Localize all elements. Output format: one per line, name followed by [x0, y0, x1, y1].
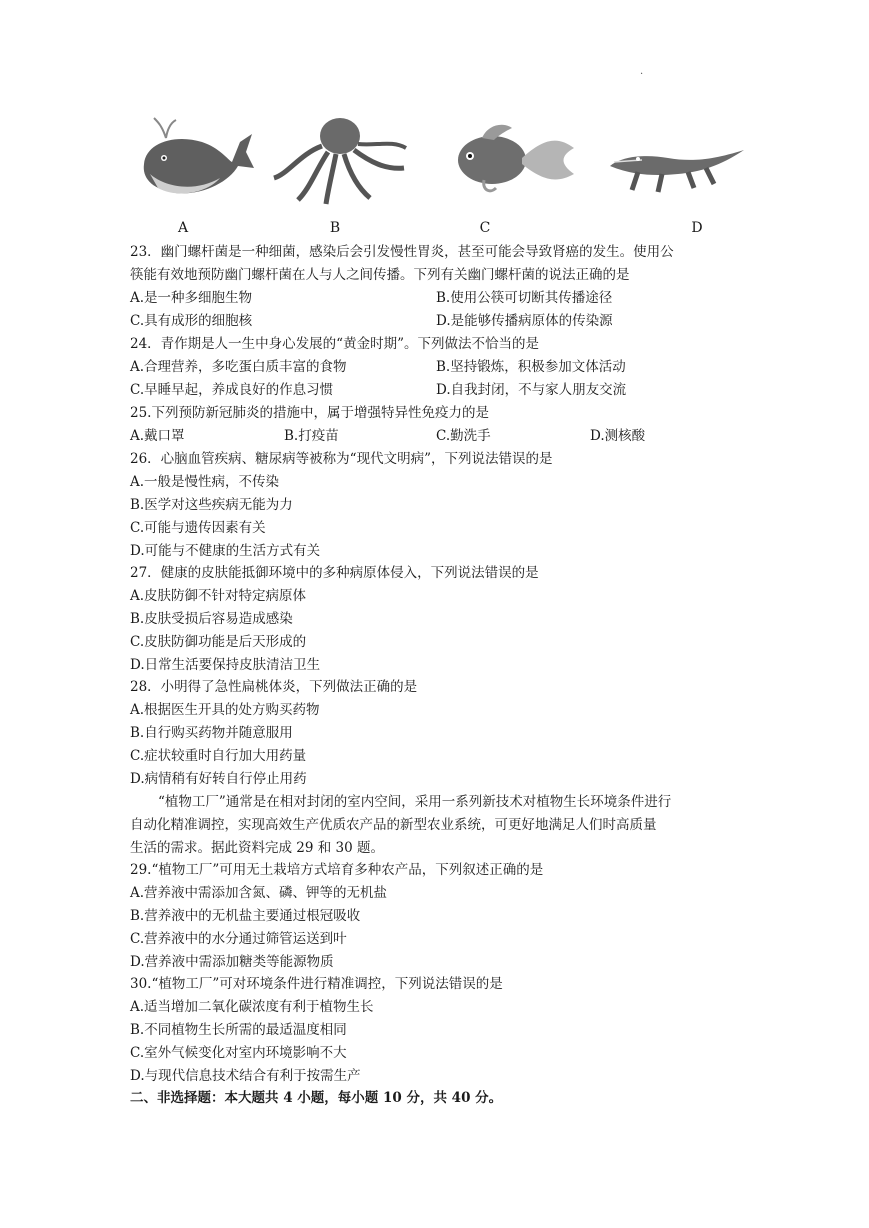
figure-label-a: A — [177, 220, 189, 236]
animal-figure — [128, 108, 748, 238]
q27-option-a: A.皮肤防御不针对特定病原体 — [130, 588, 307, 604]
figure-label-c: C — [479, 220, 491, 236]
q29-option-b: B.营养液中的无机盐主要通过根冠吸收 — [130, 908, 361, 924]
q29-stem: 29.“植物工厂”可用无土栽培方式培育多种农产品，下列叙述正确的是 — [130, 862, 544, 878]
q24-option-c: C.早睡早起，养成良好的作息习惯 — [130, 382, 334, 398]
q24-option-b: B.坚持锻炼，积极参加文体活动 — [436, 359, 626, 375]
q23-stem-line-1: 23．幽门螺杆菌是一种细菌，感染后会引发慢性胃炎，甚至可能会导致肾癌的发生。使用公 — [130, 244, 674, 260]
goldfish-icon — [448, 118, 578, 200]
figure-label-b: B — [329, 220, 341, 236]
q23-options-row-1 — [130, 289, 750, 307]
q25-option-d: D.测核酸 — [590, 428, 646, 444]
q23-stem-line-2: 筷能有效地预防幽门螺杆菌在人与人之间传播。下列有关幽门螺杆菌的说法正确的是 — [130, 267, 630, 283]
header-dot: . — [640, 66, 644, 77]
q28-stem: 28．小明得了急性扁桃体炎，下列做法正确的是 — [130, 679, 418, 695]
passage-line-1: “植物工厂”通常是在相对封闭的室内空间，采用一系列新技术对植物生长环境条件进行 — [158, 794, 672, 810]
q26-option-c: C.可能与遗传因素有关 — [130, 520, 266, 536]
q24-stem: 24．青作期是人一生中身心发展的“黄金时期”。下列做法不恰当的是 — [130, 336, 539, 352]
q30-stem: 30.“植物工厂”可对环境条件进行精准调控，下列说法错误的是 — [130, 976, 503, 992]
q25-option-a: A.戴口罩 — [130, 428, 185, 444]
crocodile-icon — [608, 132, 746, 196]
q29-option-a: A.营养液中需添加含氮、磷、钾等的无机盐 — [130, 885, 388, 901]
q27-option-c: C.皮肤防御功能是后天形成的 — [130, 634, 307, 650]
q23-option-a: A.是一种多细胞生物 — [130, 290, 253, 306]
q26-option-a: A.一般是慢性病，不传染 — [130, 474, 280, 490]
q27-stem: 27．健康的皮肤能抵御环境中的多种病原体侵入，下列说法错误的是 — [130, 565, 539, 581]
q29-option-c: C.营养液中的水分通过筛管运送到叶 — [130, 931, 347, 947]
q28-option-c: C.症状较重时自行加大用药量 — [130, 748, 307, 764]
q30-option-c: C.室外气候变化对室内环境影响不大 — [130, 1045, 347, 1061]
q23-option-b: B.使用公筷可切断其传播途径 — [436, 290, 613, 306]
q25-options-row — [130, 427, 750, 445]
passage-line-3: 生活的需求。据此资料完成 29 和 30 题。 — [130, 840, 385, 856]
q23-option-d: D.是能够传播病原体的传染源 — [436, 313, 613, 329]
q26-stem: 26．心脑血管疾病、糖尿病等被称为“现代文明病”，下列说法错误的是 — [130, 451, 553, 467]
figure-label-d: D — [691, 220, 703, 236]
q27-option-b: B.皮肤受损后容易造成感染 — [130, 611, 293, 627]
q24-option-d: D.自我封闭，不与家人朋友交流 — [436, 382, 627, 398]
q28-option-d: D.病情稍有好转自行停止用药 — [130, 771, 307, 787]
q25-stem: 25.下列预防新冠肺炎的措施中，属于增强特异性免疫力的是 — [130, 405, 489, 421]
section-2-heading: 二、非选择题：本大题共 4 小题，每小题 10 分，共 40 分。 — [130, 1090, 503, 1106]
q28-option-b: B.自行购买药物并随意服用 — [130, 725, 293, 741]
octopus-icon — [270, 114, 410, 206]
q26-option-b: B.医学对这些疾病无能为力 — [130, 497, 293, 513]
q25-option-c: C.勤洗手 — [436, 428, 491, 444]
q30-option-a: A.适当增加二氧化碳浓度有利于植物生长 — [130, 999, 374, 1015]
whale-icon — [136, 112, 256, 204]
q28-option-a: A.根据医生开具的处方购买药物 — [130, 702, 320, 718]
q26-option-d: D.可能与不健康的生活方式有关 — [130, 543, 321, 559]
q24-option-a: A.合理营养，多吃蛋白质丰富的食物 — [130, 359, 347, 375]
q24-options-row-1 — [130, 358, 750, 376]
passage-line-2: 自动化精准调控，实现高效生产优质农产品的新型农业系统，可更好地满足人们时高质量 — [130, 817, 657, 833]
q29-option-d: D.营养液中需添加糖类等能源物质 — [130, 954, 334, 970]
q30-option-b: B.不同植物生长所需的最适温度相同 — [130, 1022, 347, 1038]
q25-option-b: B.打疫苗 — [284, 428, 339, 444]
q30-option-d: D.与现代信息技术结合有利于按需生产 — [130, 1068, 361, 1084]
q27-option-d: D.日常生活要保持皮肤清洁卫生 — [130, 657, 321, 673]
q23-option-c: C.具有成形的细胞核 — [130, 313, 253, 329]
q23-options-row-2 — [130, 312, 750, 330]
q24-options-row-2 — [130, 381, 750, 399]
